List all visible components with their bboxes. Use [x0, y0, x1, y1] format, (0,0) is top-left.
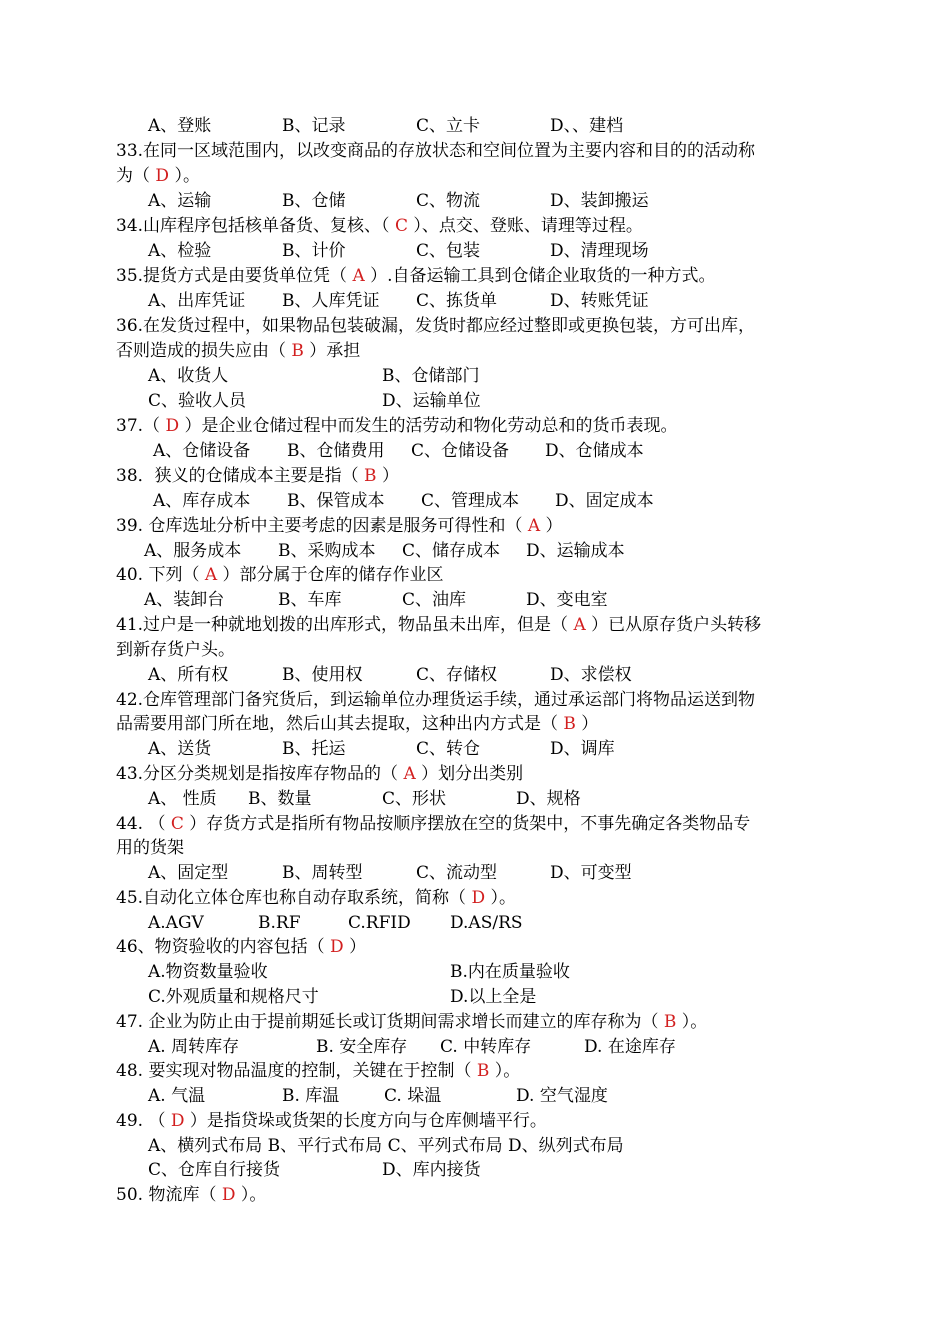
- answer-mark: A: [527, 516, 541, 536]
- question-38-text: [116, 464, 399, 488]
- option-d: D、运输成本: [526, 541, 625, 561]
- question-42-text: 42.仓库管理部门备究货后，到运输单位办理货运手续，通过承运部门将物品运送到物: [116, 690, 756, 710]
- question-49-text: [116, 1109, 547, 1133]
- option-d: D、规格: [516, 789, 581, 809]
- option-d: D.以上全是: [450, 987, 537, 1007]
- text-segment: 35.提货方式是由要货单位凭（: [116, 266, 353, 286]
- question-46-text: [116, 935, 366, 959]
- option-c: C. 垛温: [384, 1086, 442, 1106]
- answer-mark: A: [403, 764, 416, 784]
- text-segment: 44. （: [116, 814, 171, 834]
- option-b: B、使用权: [282, 665, 363, 685]
- option-b: B、人库凭证: [282, 291, 380, 311]
- question-44-continued: 用的货架: [116, 838, 184, 858]
- option-c: C.RFID: [348, 913, 411, 933]
- answer-mark: A: [204, 565, 218, 585]
- option-c: C、油库: [402, 590, 467, 610]
- option-d: D、库内接货: [382, 1160, 481, 1180]
- option-b: B、仓储: [282, 191, 346, 211]
- option-d: D、装卸搬运: [550, 191, 649, 211]
- text-segment: ）承担: [303, 341, 361, 361]
- text-segment: ）: [575, 714, 599, 734]
- answer-mark: D: [221, 1185, 236, 1205]
- question-41-continued: 到新存货户头。: [116, 640, 235, 660]
- answer-mark: A: [573, 615, 586, 635]
- option-c: C.外观质量和规格尺寸: [148, 987, 319, 1007]
- text-segment: ）已从原存货户头转移: [585, 615, 762, 635]
- text-segment: ）.自备运输工具到仓储企业取货的一种方式。: [364, 266, 716, 286]
- option-c: C、验收人员: [148, 391, 247, 411]
- question-48-text: [116, 1059, 520, 1083]
- text-segment: ）。: [485, 888, 516, 908]
- answer-mark: B: [291, 341, 304, 361]
- option-c: C、转仓: [416, 739, 481, 759]
- text-segment: ）存货方式是指所有物品按顺序摆放在空的货架中，不事先确定各类物品专: [183, 814, 751, 834]
- text-segment: 50. 物流库（: [116, 1185, 222, 1205]
- text-segment: 43.分区分类规划是指按库存物品的（: [116, 764, 404, 784]
- option-d: D. 在途库存: [584, 1037, 676, 1057]
- answer-mark: C: [170, 814, 184, 834]
- option-d: D、运输单位: [382, 391, 481, 411]
- text-segment: 46、物资验收的内容包括（: [116, 937, 331, 957]
- option-a: A、收货人: [148, 366, 229, 386]
- answer-mark: B: [663, 1012, 677, 1032]
- text-segment: 34.山库程序包括核单备货、复核、（: [116, 216, 395, 236]
- option-c: C、仓库自行接货: [148, 1160, 281, 1180]
- option-c: C、存储权: [416, 665, 498, 685]
- text-segment: ）: [540, 516, 563, 536]
- text-segment: ）。: [676, 1012, 708, 1032]
- text-segment: ）是企业仓储过程中而发生的活劳动和物化劳动总和的货币表现。: [179, 416, 678, 436]
- question-33-text: 33.在同一区域范围内，以改变商品的存放状态和空间位置为主要内容和目的的活动称: [116, 141, 756, 161]
- answer-mark: B: [563, 714, 576, 734]
- option-d: D、可变型: [550, 863, 632, 883]
- option-a: A、仓储设备: [153, 441, 251, 461]
- question-34-text: [116, 214, 643, 238]
- text-segment: 为（: [116, 166, 156, 186]
- text-segment: ）部分属于仓库的储存作业区: [217, 565, 444, 585]
- answer-mark: C: [394, 216, 408, 236]
- question-36-continued: [116, 339, 360, 363]
- option-b: B、采购成本: [278, 541, 376, 561]
- option-a: A、运输: [148, 191, 212, 211]
- option-b: B. 库温: [282, 1086, 340, 1106]
- option-d: D、固定成本: [555, 491, 654, 511]
- question-36-text: 36.在发货过程中，如果物品包装破漏，发货时都应经过整即或更换包装，方可出库，: [116, 316, 756, 336]
- option-c: C、拣货单: [416, 291, 498, 311]
- option-a: A、固定型: [148, 863, 229, 883]
- option-b: B、仓储部门: [382, 366, 480, 386]
- question-47-text: [116, 1010, 707, 1034]
- option-d: D、清理现场: [550, 241, 649, 261]
- option-c: C、仓储设备: [411, 441, 510, 461]
- option-b: B、数量: [248, 789, 312, 809]
- answer-mark: D: [471, 888, 486, 908]
- text-segment: 37.（: [116, 416, 166, 436]
- option-c: C、形状: [382, 789, 447, 809]
- text-segment: ）、点交、登账、请理等过程。: [407, 216, 643, 236]
- option-c: C、储存成本: [402, 541, 501, 561]
- question-39-text: [116, 514, 563, 538]
- option-a: A.物资数量验收: [148, 962, 268, 982]
- answer-mark: B: [364, 466, 377, 486]
- option-a: A.AGV: [148, 913, 204, 933]
- option-b: B.RF: [258, 913, 301, 933]
- question-37-text: [116, 414, 678, 438]
- option-a: A、送货: [148, 739, 212, 759]
- answer-mark: B: [476, 1061, 490, 1081]
- option-d: D. 空气湿度: [516, 1086, 608, 1106]
- option-b: B.内在质量验收: [450, 962, 570, 982]
- option-d: D、变电室: [526, 590, 608, 610]
- text-segment: ）是指贷垛或货架的长度方向与仓库侧墙平行。: [184, 1111, 547, 1131]
- option-a: A、服务成本: [144, 541, 242, 561]
- question-44-text: [116, 812, 750, 836]
- option-d: D、仓储成本: [545, 441, 644, 461]
- option-b: B、记录: [282, 116, 346, 136]
- text-segment: 47. 企业为防止由于提前期延长或订货期间需求增长而建立的库存称为（: [116, 1012, 664, 1032]
- option-a: A、登账: [148, 116, 212, 136]
- option-c: C. 中转库存: [440, 1037, 532, 1057]
- option-b: B. 安全库存: [316, 1037, 408, 1057]
- question-43-text: [116, 762, 523, 786]
- text-segment: 品需要用部门所在地，然后山其去提取，这种出内方式是（: [116, 714, 564, 734]
- text-segment: ）: [376, 466, 399, 486]
- text-segment: 41.过户是一种就地划拨的出库形式，物品虽未出库，但是（: [116, 615, 574, 635]
- option-d: D、求偿权: [550, 665, 632, 685]
- option-b: B、保管成本: [287, 491, 385, 511]
- question-40-text: [116, 563, 444, 587]
- option-d: D、调库: [550, 739, 615, 759]
- option-a: A. 气温: [148, 1086, 206, 1106]
- text-segment: ）。: [169, 166, 200, 186]
- question-35-text: [116, 264, 716, 288]
- text-segment: ）: [343, 937, 367, 957]
- answer-mark: A: [352, 266, 365, 286]
- option-d: D.AS/RS: [450, 913, 523, 933]
- option-a: A、 性质: [148, 789, 217, 809]
- option-c: C、包装: [416, 241, 481, 261]
- option-a: A、装卸台: [144, 590, 225, 610]
- text-segment: 38．狭义的仓储成本主要是指（: [116, 466, 365, 486]
- question-42-continued: [116, 712, 598, 736]
- question-50-text: [116, 1183, 266, 1207]
- text-segment: 48. 要实现对物品温度的控制，关键在于控制（: [116, 1061, 477, 1081]
- text-segment: 45.自动化立体仓库也称自动存取系统，简称（: [116, 888, 472, 908]
- option-b: B、车库: [278, 590, 342, 610]
- text-segment: 否则造成的损失应由（: [116, 341, 292, 361]
- option-c: C、流动型: [416, 863, 498, 883]
- question-45-text: [116, 886, 516, 910]
- text-segment: 49. （: [116, 1111, 171, 1131]
- text-segment: ）。: [235, 1185, 267, 1205]
- option-c: C、立卡: [416, 116, 481, 136]
- option-b: B、计价: [282, 241, 346, 261]
- option-d: D、转账凭证: [550, 291, 649, 311]
- option-b: B、托运: [282, 739, 346, 759]
- options-line: A、横列式布局 B、平行式布局 C、平列式布局 D、纵列式布局: [148, 1136, 624, 1156]
- question-33-continued: [116, 164, 200, 188]
- option-a: A、所有权: [148, 665, 229, 685]
- answer-mark: D: [165, 416, 180, 436]
- option-d: D、、建档: [550, 116, 624, 136]
- option-b: B、周转型: [282, 863, 363, 883]
- option-c: C、管理成本: [421, 491, 520, 511]
- answer-mark: D: [170, 1111, 185, 1131]
- text-segment: 39. 仓库选址分析中主要考虑的因素是服务可得性和（: [116, 516, 528, 536]
- option-a: A、出库凭证: [148, 291, 246, 311]
- answer-mark: D: [330, 937, 344, 957]
- option-a: A、库存成本: [153, 491, 251, 511]
- text-segment: ）。: [489, 1061, 521, 1081]
- option-a: A、检验: [148, 241, 212, 261]
- question-41-text: [116, 613, 761, 637]
- text-segment: ）划分出类别: [415, 764, 524, 784]
- text-segment: 40. 下列（: [116, 565, 205, 585]
- option-b: B、仓储费用: [287, 441, 385, 461]
- option-a: A. 周转库存: [148, 1037, 240, 1057]
- option-c: C、物流: [416, 191, 481, 211]
- answer-mark: D: [155, 166, 170, 186]
